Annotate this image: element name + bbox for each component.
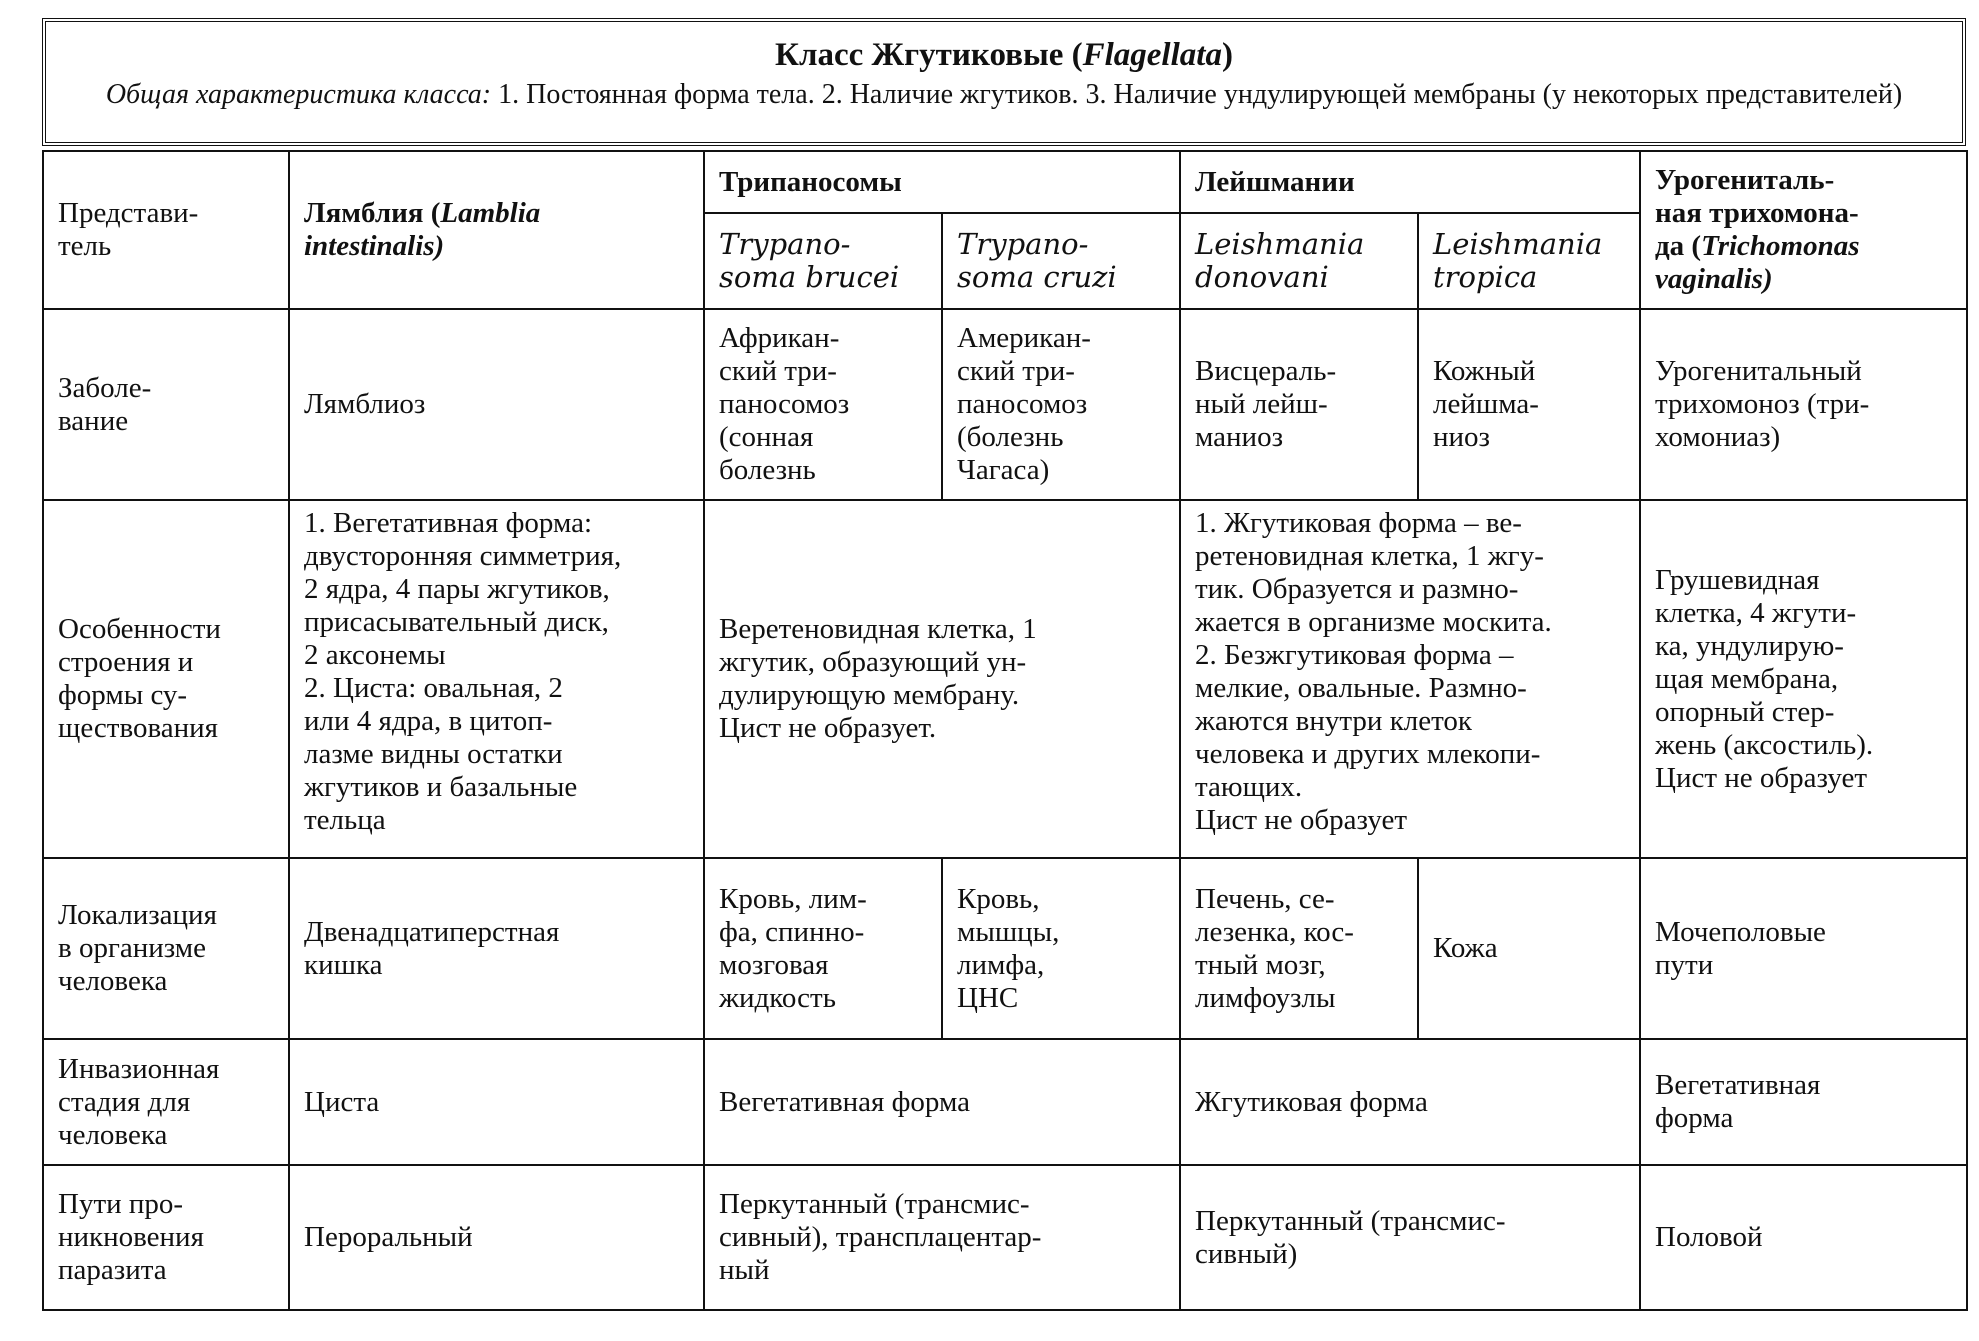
table-row-invasive (43, 1039, 1967, 1165)
table-row-disease (43, 309, 1967, 500)
cell-localization-lamblia: Двенадцатиперстная кишка (289, 858, 704, 1039)
title-latin: Flagellata (1082, 37, 1222, 73)
cell-localization-l-tropica: Кожа (1418, 858, 1640, 1039)
header-row-1 (43, 151, 1967, 213)
cell-routes-trypanosomes: Перкутанный (трансмис- сивный), трансплацентар- ный (704, 1165, 1180, 1310)
cell-disease-t-brucei: Африкан- ский три- паносомоз (сонная болезнь (704, 309, 942, 500)
row-label-features: Особенности строения и формы су- ществования (43, 500, 289, 858)
col-trichomonas-name: Урогениталь- ная трихомона- да ( (1655, 164, 1859, 262)
col-l-tropica: Leishmania tropica (1418, 213, 1640, 309)
table-row-features (43, 500, 1967, 858)
table-row-routes (43, 1165, 1967, 1310)
characteristic-text: 1. Постоянная форма тела. 2. Наличие жгутиков. 3. Наличие ундулирующей мембраны (у некоторых представителей) (491, 79, 1903, 110)
cell-routes-leishmania: Перкутанный (трансмис- сивный) (1180, 1165, 1640, 1310)
col-lamblia (289, 151, 704, 309)
cell-localization-trichomonas: Мочеполовые пути (1640, 858, 1967, 1039)
cell-disease-l-donovani: Висцераль- ный лейш- маниоз (1180, 309, 1418, 500)
page-title (66, 32, 1942, 78)
cell-disease-t-cruzi: Американ- ский три- паносомоз (болезнь Чагаса) (942, 309, 1180, 500)
row-label-invasive: Инвазионная стадия для человека (43, 1039, 289, 1165)
cell-invasive-leishmania: Жгутиковая форма (1180, 1039, 1640, 1165)
page (42, 18, 1966, 1311)
col-l-donovani: Leishmania donovani (1180, 213, 1418, 309)
title-suffix: ) (1221, 37, 1233, 73)
col-t-cruzi: Trypano- soma cruzi (942, 213, 1180, 309)
cell-features-leishmania: 1. Жгутиковая форма – ве- ретеновидная клетка, 1 жгу- тик. Образуется и размно- жается в организме москита. 2. Безжгутиковая форма – мелкие, овальные. Размно- жаются внутри клеток человека и других млекопи- тающих. Цист не образует (1180, 500, 1640, 858)
cell-features-trypanosomes: Веретеновидная клетка, 1 жгутик, образующий ун- дулирующую мембрану. Цист не образует. (704, 500, 1180, 858)
row-label-representative: Представи- тель (43, 151, 289, 309)
title-box (42, 18, 1966, 146)
row-label-disease: Заболе- вание (43, 309, 289, 500)
col-trichomonas-latin: Trichomonas vaginalis) (1655, 230, 1860, 295)
cell-localization-l-donovani: Печень, се- лезенка, кос- тный мозг, лимфоузлы (1180, 858, 1418, 1039)
cell-localization-t-cruzi: Кровь, мышцы, лимфа, ЦНС (942, 858, 1180, 1039)
class-characteristic (66, 78, 1942, 111)
cell-routes-lamblia: Пероральный (289, 1165, 704, 1310)
cell-features-lamblia: 1. Вегетативная форма: двусторонняя симметрия, 2 ядра, 4 пары жгутиков, присасывательный диск, 2 аксонемы 2. Циста: овальная, 2 или 4 ядра, в цитоп- лазме видны остатки жгутиков и базальные тельца (289, 500, 704, 858)
col-trichomonas (1640, 151, 1967, 309)
col-t-brucei: Trypano- soma brucei (704, 213, 942, 309)
cell-invasive-lamblia: Циста (289, 1039, 704, 1165)
col-lamblia-name: Лямблия ( (304, 197, 441, 229)
col-trypanosomes: Трипаносомы (704, 151, 1180, 213)
cell-invasive-trichomonas: Вегетативная форма (1640, 1039, 1967, 1165)
cell-disease-l-tropica: Кожный лейшма- ниоз (1418, 309, 1640, 500)
flagellata-table (42, 150, 1968, 1311)
cell-features-trichomonas: Грушевидная клетка, 4 жгути- ка, ундулирую- щая мембрана, опорный стер- жень (аксостиль). Цист не образует (1640, 500, 1967, 858)
row-label-routes: Пути про- никновения паразита (43, 1165, 289, 1310)
cell-disease-trichomonas: Урогенитальный трихомоноз (три- хомониаз) (1640, 309, 1967, 500)
cell-routes-trichomonas: Половой (1640, 1165, 1967, 1310)
cell-localization-t-brucei: Кровь, лим- фа, спинно- мозговая жидкость (704, 858, 942, 1039)
row-label-localization: Локализация в организме человека (43, 858, 289, 1039)
col-lamblia-latin: Lamblia intestinalis) (304, 197, 541, 262)
title-prefix: Класс Жгутиковые ( (775, 37, 1083, 73)
table-row-localization (43, 858, 1967, 1039)
cell-disease-lamblia: Лямблиоз (289, 309, 704, 500)
cell-invasive-trypanosomes: Вегетативная форма (704, 1039, 1180, 1165)
col-leishmania: Лейшмании (1180, 151, 1640, 213)
characteristic-label: Общая характеристика класса: (105, 79, 492, 110)
